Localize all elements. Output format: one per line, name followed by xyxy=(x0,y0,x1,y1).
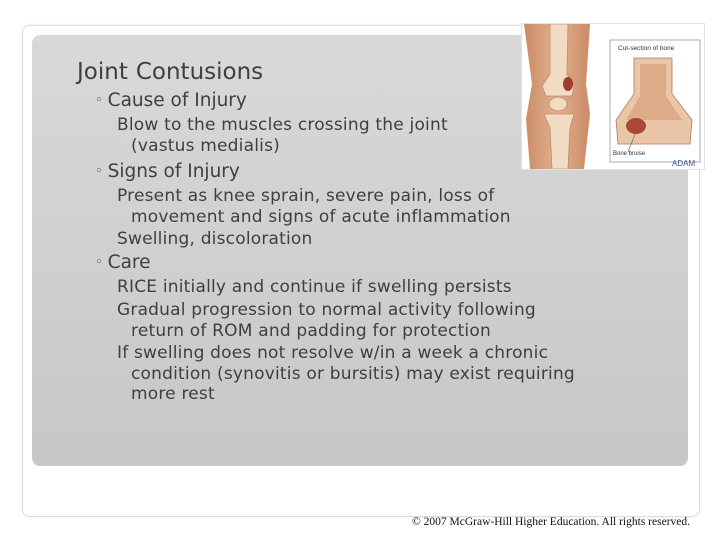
point-text-continued: movement and signs of acute inflammation xyxy=(131,206,511,227)
list-item xyxy=(117,186,657,227)
point-text-continued: condition (synovitis or bursitis) may exist requiring xyxy=(131,363,575,384)
point-text: Swelling, discoloration xyxy=(117,229,313,249)
section-bullet-icon: ◦ xyxy=(95,164,103,179)
section-label: Cause of Injury xyxy=(107,90,247,111)
point-text: Present as knee sprain, severe pain, loss of xyxy=(117,186,495,206)
point-text: Gradual progression to normal activity following xyxy=(117,300,536,320)
list-item xyxy=(117,277,657,298)
section-bullet-icon: ◦ xyxy=(95,255,103,270)
point-text: Blow to the muscles crossing the joint xyxy=(117,115,448,135)
slide-title xyxy=(73,58,263,87)
callout-label: Bone bruise xyxy=(613,151,646,157)
point-text-continued: (vastus medialis) xyxy=(131,135,280,156)
copyright-footer: © 2007 McGraw-Hill Higher Education. All rights reserved. xyxy=(412,516,690,528)
list-item xyxy=(117,229,657,250)
title-word-joint: Joint xyxy=(77,59,128,85)
section-bullet-icon: ◦ xyxy=(95,93,103,108)
point-text: If swelling does not resolve w/in a week a chronic xyxy=(117,343,549,363)
section-care xyxy=(95,252,151,276)
list-item xyxy=(117,343,657,405)
title-word-contusions: Contusions xyxy=(135,59,264,85)
section-label: Care xyxy=(107,252,151,273)
list-item xyxy=(117,115,657,156)
inset-title: Cut-section of bone xyxy=(618,45,675,52)
point-text-continued: more rest xyxy=(131,384,215,404)
section-cause-of-injury xyxy=(95,90,247,114)
point-text: RICE initially and continue if swelling persists xyxy=(117,277,512,297)
section-label: Signs of Injury xyxy=(107,161,240,182)
point-text-continued: return of ROM and padding for protection xyxy=(131,320,491,341)
adam-logo: ADAM xyxy=(672,159,696,168)
section-signs-of-injury xyxy=(95,161,240,185)
list-item xyxy=(117,300,657,341)
